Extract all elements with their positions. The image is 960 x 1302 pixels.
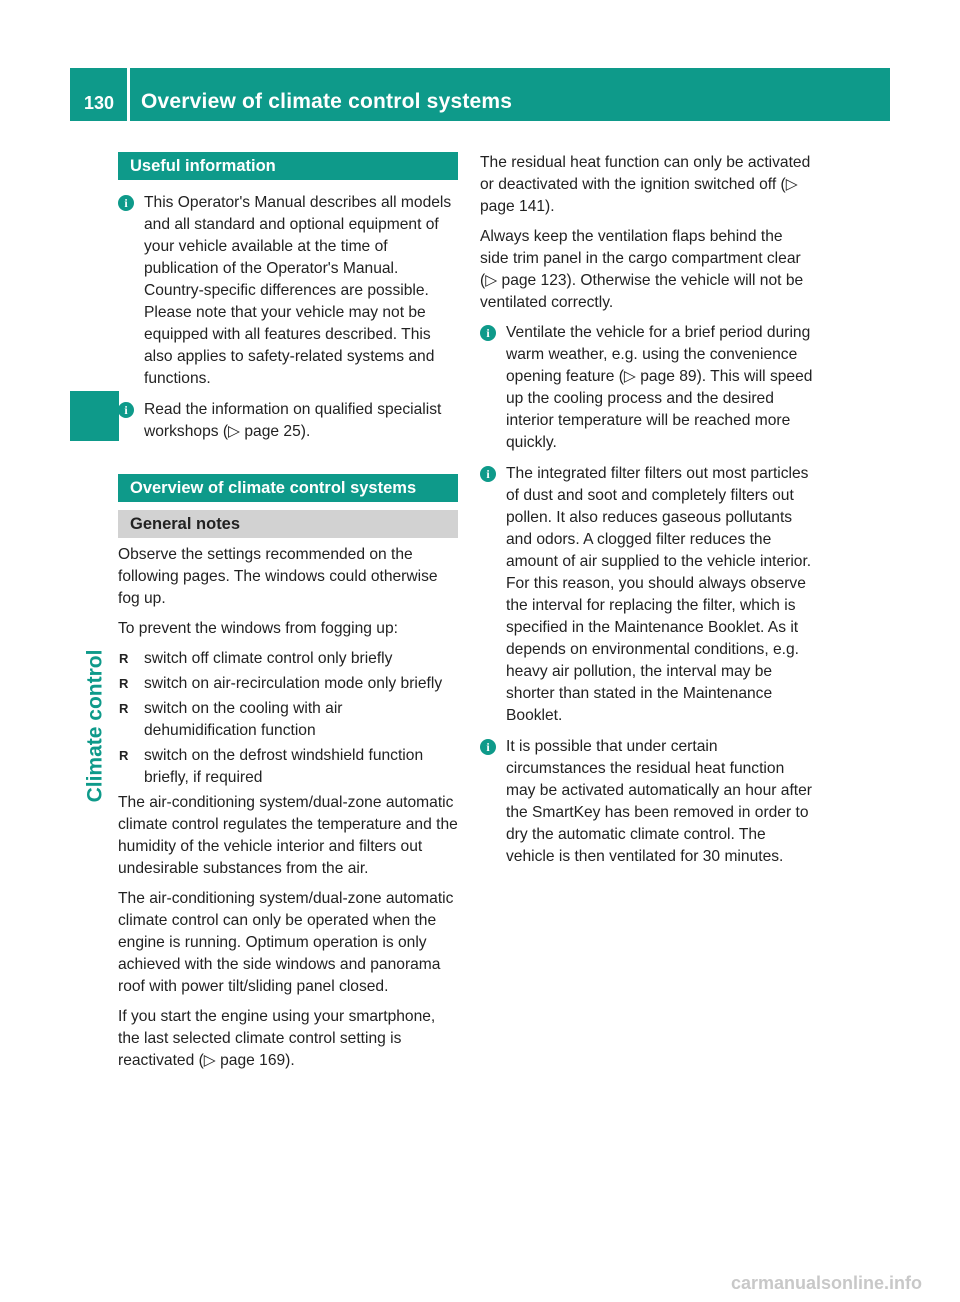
paragraph: The air-conditioning system/dual-zone automatic climate control regulates the temperature and the humidity of the vehicle interior and filters out undesirable substances from the air. (118, 794, 458, 877)
page-number: 130 (84, 93, 115, 113)
paragraph: To prevent the windows from fogging up: (118, 620, 398, 637)
page-title: Overview of climate control systems (141, 90, 513, 113)
bullet-list (118, 648, 458, 789)
paragraph: Observe the settings recommended on the following pages. The windows could otherwise fog up. (118, 546, 438, 607)
list-item: R switch on the cooling with air dehumidification function (118, 698, 458, 742)
side-tab-marker (70, 391, 119, 441)
info-note: i The integrated filter filters out most particles of dust and soot and completely filters out pollen. It also reduces gaseous pollutants and odors. A clogged filter reduces the amount of air supplied to the vehicle interior. For this reason, you should always observe the interval for replacing the filter, which is specified in the Maintenance Booklet. As it depends on environmental conditions, e.g. heavy air pollution, the interval may be shorter than stated in the Maintenance Booklet. (480, 463, 814, 727)
overview-heading: Overview of climate control systems (118, 474, 458, 502)
header-divider (127, 68, 130, 121)
info-note: i Read the information on qualified specialist workshops (▷ page 25). (118, 399, 458, 443)
info-icon: i (118, 402, 134, 418)
info-icon: i (480, 466, 496, 482)
right-column (480, 152, 814, 877)
paragraph: Always keep the ventilation flaps behind the side trim panel in the cargo compartment clear (▷ page 123). Otherwise the vehicle will not be ventilated correctly. (480, 228, 804, 311)
info-icon: i (480, 325, 496, 341)
general-notes-heading: General notes (118, 510, 458, 538)
left-column (118, 152, 458, 1080)
info-note: i It is possible that under certain circumstances the residual heat function may be activated automatically an hour after the SmartKey has been removed in order to dry the automatic climate control. The vehicle is then ventilated for 30 minutes. (480, 736, 814, 868)
paragraph: The residual heat function can only be activated or deactivated with the ignition switched off (▷ page 141). (480, 154, 811, 215)
side-tab-label: Climate control (83, 649, 107, 803)
list-item: R switch on the defrost windshield function briefly, if required (118, 745, 458, 789)
watermark: carmanualsonline.info (730, 1273, 922, 1293)
info-icon: i (118, 195, 134, 211)
list-item: R switch off climate control only briefly (118, 648, 458, 670)
info-icon: i (480, 739, 496, 755)
paragraph: If you start the engine using your smartphone, the last selected climate control setting is reactivated (▷ page 169). (118, 1008, 436, 1069)
info-note: i Ventilate the vehicle for a brief period during warm weather, e.g. using the convenience opening feature (▷ page 89). This will speed up the cooling process and the desired interior temperature will be reached more quickly. (480, 322, 814, 454)
paragraph: The air-conditioning system/dual-zone automatic climate control can only be operated when the engine is running. Optimum operation is only achieved with the side windows and panorama roof with power tilt/sliding panel closed. (118, 890, 454, 995)
info-note: i This Operator's Manual describes all models and all standard and optional equipment of your vehicle available at the time of publication of the Operator's Manual. Country-specific differences are possible. Please note that your vehicle may not be equipped with all features described. This also applies to safety-related systems and functions. (118, 192, 458, 390)
list-item: R switch on air-recirculation mode only briefly (118, 673, 458, 695)
useful-information-heading: Useful information (118, 152, 458, 180)
